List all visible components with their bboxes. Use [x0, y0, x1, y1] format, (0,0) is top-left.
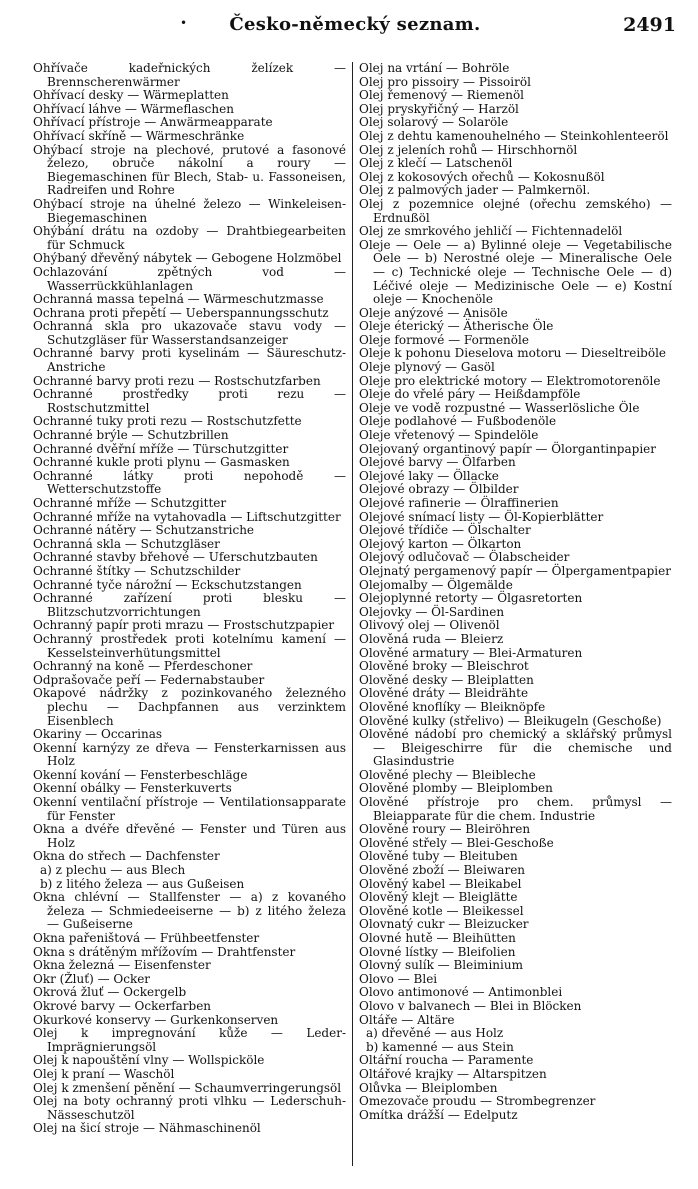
index-entry: Olejovky — Öl-Sardinen — [359, 604, 505, 619]
index-entry: Olej na vrtání — Bohröle — [359, 61, 510, 75]
index-entry: Olověné armatury — Blei-Armaturen — [359, 645, 583, 660]
index-entry: Olej pro pissoiry — Pissoiröl — [359, 74, 531, 89]
index-entry: b) kamenné — aus Stein — [366, 1039, 514, 1054]
index-entry: Olej solarový — Solaröle — [359, 115, 509, 130]
index-entry: Olověné přístroje pro chem. průmysl — Bleiapparate für die chem. Industrie — [359, 795, 672, 823]
index-entry: Olej z dehtu kamenouhelného — Steinkohlenteeröl — [359, 128, 669, 143]
index-entry: Olověná ruda — Bleierz — [359, 631, 504, 646]
index-entry: Ohýbací stroje na úhelné železo — Winkeleisen-Biegemaschinen — [33, 196, 346, 225]
index-entry: Ochranné mříže — Schutzgitter — [33, 496, 227, 510]
index-entry: Olověný klejt — Bleiglätte — [359, 890, 518, 905]
index-entry: Olej řemenový — Riemenöl — [359, 88, 525, 103]
page-header — [30, 14, 680, 44]
index-entry: Ochranné štítky — Schutzschilder — [33, 563, 241, 578]
index-entry: Ochranné látky proti nepohodě — Wetterschutzstoffe — [33, 468, 346, 497]
index-entry: Olejové třídiče — Ölschalter — [359, 523, 531, 538]
index-entry: Olověné kotle — Bleikessel — [359, 903, 524, 918]
index-entry: Olej k praní — Waschöl — [33, 1066, 175, 1081]
index-entry: Olejové barvy — Ölfarben — [359, 455, 516, 470]
index-entry: Ochranné mříže na vytahovadla — Liftschutzgitter — [33, 509, 341, 524]
index-entry: Ochranné kukle proti plynu — Gasmasken — [33, 455, 290, 470]
index-entry: Ochrana proti přepětí — Ueberspannungsschutz — [33, 305, 329, 320]
index-entry: Okenní obálky — Fensterkuverts — [33, 781, 232, 796]
index-entry: Okna do střech — Dachfenster — [33, 849, 220, 864]
index-entry: Olověné broky — Bleischrot — [359, 659, 529, 674]
index-entry: Oleje pro elektrické motory — Elektromotorenöle — [359, 373, 661, 388]
right-column — [359, 62, 672, 1122]
index-entry: Okrové barvy — Ockerfarben — [33, 998, 212, 1013]
index-entry: Olej z palmových jader — Palmkernöl. — [359, 183, 591, 198]
index-entry: Oleje anýzové — Anisöle — [359, 305, 508, 320]
index-entry: Olej z jeleních rohů — Hirschhornöl — [359, 142, 578, 157]
index-entry: Olejomalby — Ölgemälde — [359, 577, 513, 592]
index-entry: Olejový karton — Ölkarton — [359, 536, 522, 551]
index-entry: Okariny — Occarinas — [33, 727, 163, 742]
index-entry: Olej k impregnování kůže — Leder-Imprägnierungsöl — [33, 1026, 346, 1054]
index-entry: Oleje ve vodě rozpustné — Wasserlösliche Öle — [359, 400, 640, 415]
index-entry: Ochlazování zpětných vod — Wasserrückkühlanlagen — [33, 264, 346, 293]
index-entry: Oltářní roucha — Paramente — [359, 1053, 534, 1068]
index-entry: Okenní ventilační přístroje — Ventilationsapparate für Fenster — [33, 795, 346, 823]
index-entry: Oleje plynový — Gasöl — [359, 360, 495, 375]
index-entry: Ochranná massa tepelná — Wärmeschutzmasse — [33, 292, 324, 307]
index-entry: Ohřívací skříně — Wärmeschränke — [33, 128, 245, 143]
index-entry: Olověné knoflíky — Bleiknöpfe — [359, 699, 546, 714]
index-entry: Oleje vřetenový — Spindelöle — [359, 428, 539, 443]
index-entry: Olej na boty ochranný proti vlhku — Lederschuh-Nässeschutzöl — [33, 1094, 346, 1122]
index-entry: Ochranné tyče nárožní — Eckschutzstangen — [33, 577, 302, 592]
index-entry: Olověné plechy — Bleibleche — [359, 767, 536, 782]
index-entry: Olejový odlučovač — Ölabscheider — [359, 550, 570, 565]
index-entry: Olověné plomby — Bleiplomben — [359, 781, 553, 796]
index-entry: Olovnatý cukr — Bleizucker — [359, 917, 529, 932]
header-dot-mark: • — [180, 16, 188, 30]
index-entry: Oltáře — Altäre — [359, 1012, 455, 1027]
index-entry: Olověný kabel — Bleikabel — [359, 876, 522, 891]
index-entry: Olovné lístky — Bleifolien — [359, 944, 516, 959]
index-entry: Olověné roury — Bleiröhren — [359, 822, 531, 837]
index-entry: Oleje do vřelé páry — Heißdampföle — [359, 387, 581, 402]
index-entry: Oleje formové — Formenöle — [359, 332, 529, 347]
index-entry: Okr (Žluť) — Ocker — [33, 971, 151, 986]
left-column — [33, 62, 346, 1136]
index-entry: Ohřívací láhve — Wärmeflaschen — [33, 101, 234, 116]
index-entry: Olověné desky — Bleiplatten — [359, 672, 534, 687]
index-entry: Okna chlévní — Stallfenster — a) z kovaného železa — Schmiedeeiserne — b) z litého železa — Gußeiserne — [33, 890, 346, 932]
index-entry: Olejové obrazy — Ölbilder — [359, 482, 519, 497]
index-entry: a) dřevěné — aus Holz — [366, 1026, 504, 1041]
index-entry: Olej z pozemnice olejné (ořechu zemského) — Erdnußöl — [359, 196, 672, 225]
index-entry: Olověné dráty — Bleidrähte — [359, 686, 529, 701]
index-entry: Olovo antimonové — Antimonblei — [359, 985, 563, 1000]
index-entry: Olověné nádobí pro chemický a sklářský průmysl — Bleigeschirre für die chemische und Glasindustrie — [359, 727, 672, 769]
index-entry: Olej k zmenšení pěnění — Schaumverringerungsöl — [33, 1080, 342, 1095]
page-title: Česko-německý seznam. — [229, 14, 481, 35]
index-entry: Ohýbací stroje na plechové, prutové a fasonové železo, obruče nákolní a roury — Biegemaschinen für Blech, Stab- u. Fassoneisen, Radreifen und Rohre — [33, 142, 346, 198]
index-entry: Omítka drážší — Edelputz — [359, 1107, 518, 1122]
index-entry: Ochranné stavby břehové — Uferschutzbauten — [33, 550, 318, 565]
index-entry: Olovný sulík — Bleiminium — [359, 958, 523, 973]
index-entry: Okenní karnýzy ze dřeva — Fensterkarnissen aus Holz — [33, 740, 346, 769]
index-entry: Oleje — Oele — a) Bylinné oleje — Vegetabilische Oele — b) Nerostné oleje — Mineralische Oele — c) Technické oleje — Technische Oele — d) Léčivé oleje — Medizinische Oele — e) Kostní oleje — Knochenöle — [359, 237, 672, 307]
index-entry: Olej ze smrkového jehličí — Fichtennadelöl — [359, 224, 623, 239]
index-entry: Ochranný prostředek proti kotelnímu kamení — Kesselsteinverhütungsmittel — [33, 631, 346, 660]
index-entry: Ohýbání drátu na ozdoby — Drahtbiegearbeiten für Schmuck — [33, 224, 346, 252]
index-entry: Olejové laky — Öllacke — [359, 468, 499, 483]
page-number: 2491 — [623, 14, 676, 36]
index-entry: Okna pařeništová — Frühbeetfenster — [33, 931, 260, 945]
index-entry: Olejovaný organtinový papír — Ölorgantinpapier — [359, 441, 656, 456]
index-entry: Ochranná skla pro ukazovače stavu vody — Schutzgläser für Wasserstandsanzeiger — [33, 319, 346, 347]
index-entry: Olejové snímací listy — Öl-Kopierblätter — [359, 509, 604, 524]
index-entry: Okenní kování — Fensterbeschläge — [33, 767, 248, 782]
index-entry: Okrová žluť — Ockergelb — [33, 985, 187, 1000]
index-entry: Okna železná — Eisenfenster — [33, 958, 211, 973]
index-entry: Odprašovače peří — Federnabstauber — [33, 672, 265, 687]
index-entry: Oltářové krajky — Altarspitzen — [359, 1066, 547, 1081]
index-entry: b) z litého železa — aus Gußeisen — [40, 876, 245, 891]
index-entry: Olivový olej — Olivenöl — [359, 618, 500, 633]
index-entry: Ohýbaný dřevěný nábytek — Gebogene Holzmöbel — [33, 251, 342, 266]
index-entry: Olověné kulky (střelivo) — Bleikugeln (Geschoße) — [359, 713, 662, 728]
index-entry: Ochranné dvěřní mříže — Türschutzgitter — [33, 441, 289, 456]
index-entry: Olověné střely — Blei-Geschoße — [359, 835, 554, 850]
index-entry: Olovné hutě — Bleihütten — [359, 931, 516, 945]
index-entry: Olejoplynné retorty — Ölgasretorten — [359, 591, 583, 606]
index-entry: Ochranná skla — Schutzgläser — [33, 536, 220, 551]
index-entry: Okna a dvéře dřevěné — Fenster und Türen aus Holz — [33, 822, 346, 850]
index-entry: Olověné tuby — Bleituben — [359, 849, 518, 864]
index-entry: Olejové rafinerie — Ölraffinerien — [359, 496, 559, 510]
index-entry: Ochranné zařízení proti blesku — Blitzschutzvorrichtungen — [33, 591, 346, 619]
index-entry: Ochranné brýle — Schutzbrillen — [33, 428, 229, 443]
index-entry: Okapové nádržky z pozinkovaného železného plechu — Dachpfannen aus verzinktem Eisenblech — [33, 686, 346, 728]
index-entry: Omezovače proudu — Strombegrenzer — [359, 1094, 596, 1109]
index-entry: Oleje k pohonu Dieselova motoru — Dieseltreiböle — [359, 346, 667, 361]
index-entry: Ochranné tuky proti rezu — Rostschutzfette — [33, 414, 302, 429]
index-entry: Ochranné barvy proti rezu — Rostschutzfarben — [33, 373, 321, 388]
index-entry: Olůvka — Bleiplomben — [359, 1080, 498, 1095]
index-entry: Olejnatý pergamenový papír — Ölpergamentpapier — [359, 563, 671, 578]
index-entry: Olej z klečí — Latschenöl — [359, 156, 513, 171]
index-entry: Ochranný na koně — Pferdeschoner — [33, 659, 253, 674]
index-entry: Ochranné nátěry — Schutzanstriche — [33, 523, 255, 538]
index-entry: Oleje éterický — Ätherische Öle — [359, 319, 554, 334]
index-entry: Ochranný papír proti mrazu — Frostschutzpapier — [33, 618, 335, 633]
index-entry: Olej na šicí stroje — Nähmaschinenöl — [33, 1121, 261, 1136]
index-entry: Olej k napouštění vlny — Wollspicköle — [33, 1053, 265, 1068]
index-entry: Okurkové konservy — Gurkenkonserven — [33, 1012, 279, 1027]
index-entry: Oleje podlahové — Fußbodenöle — [359, 414, 557, 429]
column-divider — [352, 62, 353, 1166]
index-entry: a) z plechu — aus Blech — [40, 863, 186, 878]
index-entry: Olovo — Blei — [359, 971, 438, 986]
index-entry: Olej pryskyřičný — Harzöl — [359, 101, 519, 116]
index-entry: Ohřívače kadeřnických želízek — Brennscherenwärmer — [33, 61, 346, 89]
index-entry: Ochranné prostředky proti rezu — Rostschutzmittel — [33, 387, 346, 415]
index-entry: Olej z kokosových ořechů — Kokosnußöl — [359, 169, 605, 184]
index-entry: Olovo v balvanech — Blei in Blöcken — [359, 998, 582, 1013]
index-entry: Ohřívací přístroje — Anwärmeapparate — [33, 115, 273, 130]
index-entry: Ochranné barvy proti kyselinám — Säureschutz-Anstriche — [33, 346, 346, 375]
index-entry: Okna s drátěným mřížovím — Drahtfenster — [33, 944, 296, 959]
index-entry: Olověné zboží — Bleiwaren — [359, 863, 526, 878]
index-entry: Ohřívací desky — Wärmeplatten — [33, 88, 229, 103]
